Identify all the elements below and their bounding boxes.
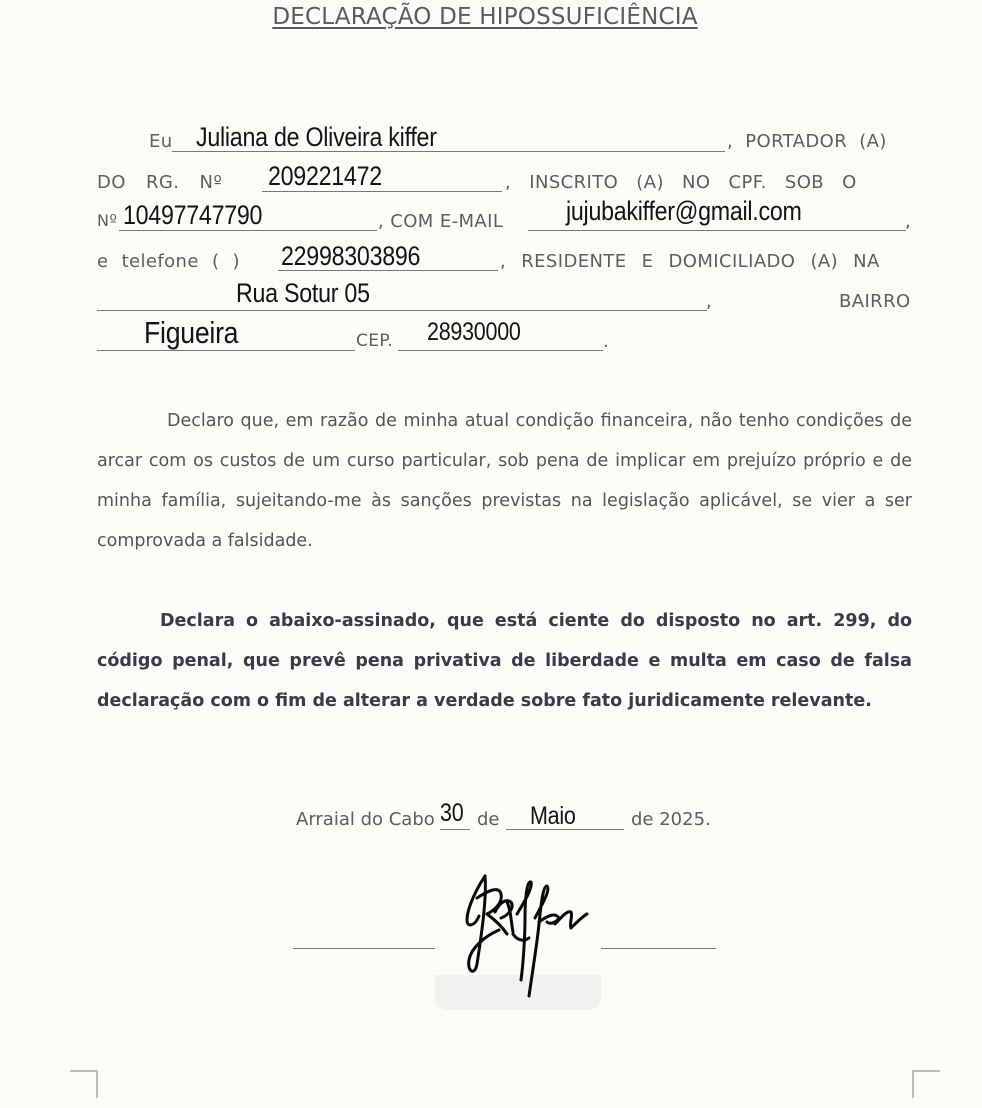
cep-field[interactable]: 28930000	[427, 318, 521, 346]
street-field[interactable]: Rua Sotur 05	[236, 278, 370, 308]
year-label: de 2025.	[631, 809, 711, 830]
portador-label: , PORTADOR (A)	[727, 131, 887, 152]
rg-label: DO RG. Nº	[97, 172, 223, 193]
phone-field[interactable]: 22998303896	[281, 241, 421, 271]
email-label: , COM E-MAIL	[378, 211, 504, 232]
rg-field[interactable]: 209221472	[268, 161, 382, 191]
signature-line-left	[293, 948, 435, 949]
street-line	[97, 310, 707, 311]
cpf-field[interactable]: 10497747790	[123, 200, 263, 230]
email-comma: ,	[905, 211, 912, 232]
day-line	[440, 829, 470, 830]
page-corner-right	[912, 1070, 940, 1098]
cep-line	[398, 350, 603, 351]
page-corner-left	[70, 1070, 98, 1098]
month-field[interactable]: Maio	[530, 802, 576, 830]
handwritten-signature	[455, 868, 595, 1004]
cep-label: CEP.	[356, 331, 394, 351]
day-field[interactable]: 30	[440, 799, 464, 827]
email-field[interactable]: jujubakiffer@gmail.com	[566, 196, 802, 226]
telefone-label: e telefone ( )	[97, 251, 240, 272]
signature-line-right	[601, 948, 716, 949]
city-label: Arraial do Cabo	[296, 809, 435, 830]
bairro-label-text: BAIRRO	[839, 291, 911, 312]
residente-label: , RESIDENTE E DOMICILIADO (A) NA	[500, 251, 880, 272]
declaration-paragraph	[97, 401, 912, 561]
cpf-number-label: Nº	[97, 211, 118, 230]
email-line	[528, 230, 906, 231]
name-field[interactable]: Juliana de Oliveira kiffer	[196, 122, 437, 152]
declaration-text: Declaro que, em razão de minha atual condição financeira, não tenho condições de arcar com os custos de um curso particular, sob pena de implicar em prejuízo próprio e de minha família, sujeitando-me às sanções previstas na legislação aplicável, se vier a ser comprovada a falsidade.	[97, 411, 912, 551]
bairro-field[interactable]: Figueira	[144, 315, 239, 350]
document-title: DECLARAÇÃO DE HIPOSSUFICIÊNCIA	[272, 4, 698, 30]
street-comma: ,	[706, 291, 713, 312]
cep-period: .	[603, 331, 610, 352]
legal-notice-text: Declara o abaixo-assinado, que está ciente do disposto no art. 299, do código penal, que prevê pena privativa de liberdade e multa em caso de falsa declaração com o fim de alterar a verdade sobre fato juridicamente relevante.	[97, 611, 912, 711]
de-label-1: de	[477, 809, 500, 830]
inscrito-label: , INSCRITO (A) NO CPF. SOB O	[505, 172, 857, 193]
legal-notice-paragraph	[97, 601, 912, 721]
eu-label: Eu	[149, 131, 173, 152]
